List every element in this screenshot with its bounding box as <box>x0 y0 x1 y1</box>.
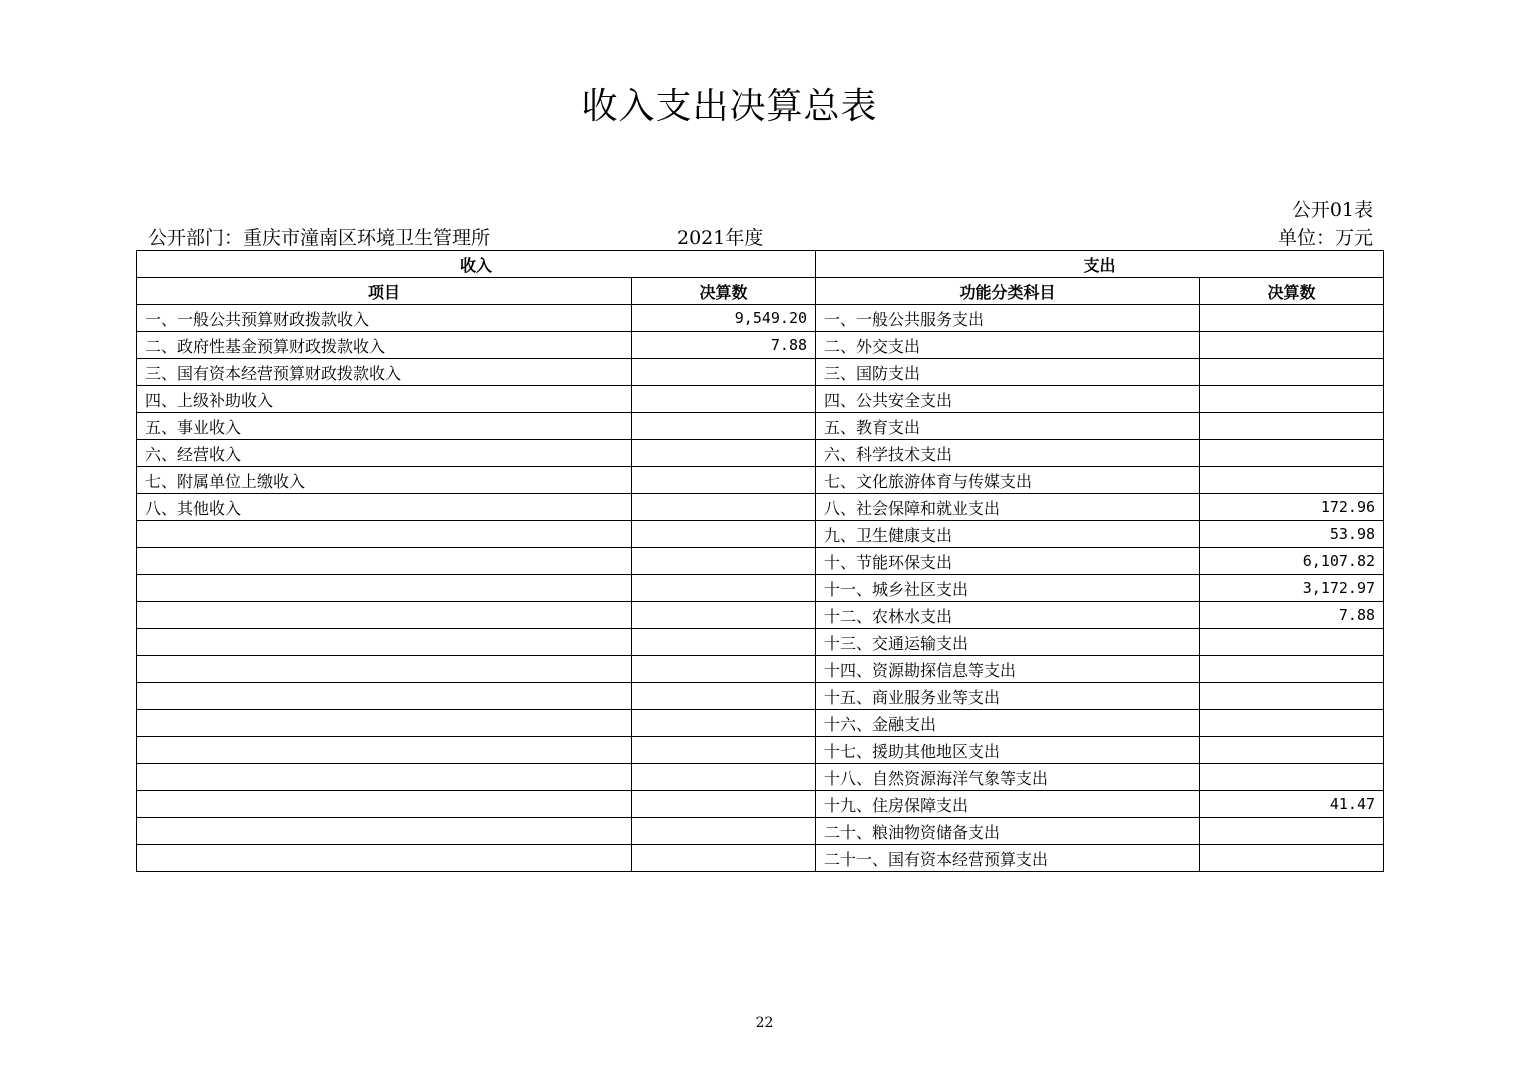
table-row <box>137 548 1384 575</box>
income-amount-cell <box>632 764 816 791</box>
expense-amount-cell <box>1200 764 1384 791</box>
income-item-cell <box>137 764 632 791</box>
income-item-cell <box>137 791 632 818</box>
income-item-cell: 八、其他收入 <box>137 494 632 521</box>
expense-item-cell: 二十一、国有资本经营预算支出 <box>816 845 1200 872</box>
table-row <box>137 845 1384 872</box>
section-header-row <box>137 251 1384 278</box>
page-number: 22 <box>755 1015 774 1031</box>
income-item-cell <box>137 548 632 575</box>
income-item-cell: 四、上级补助收入 <box>137 386 632 413</box>
table-row <box>137 440 1384 467</box>
income-amount-cell <box>632 359 816 386</box>
expense-item-cell: 一、一般公共服务支出 <box>816 305 1200 332</box>
expense-item-cell: 六、科学技术支出 <box>816 440 1200 467</box>
income-item-cell: 二、政府性基金预算财政拨款收入 <box>137 332 632 359</box>
expense-amount-cell: 7.88 <box>1200 602 1384 629</box>
budget-table <box>136 250 1384 872</box>
table-row <box>137 413 1384 440</box>
expense-amount-cell: 41.47 <box>1200 791 1384 818</box>
expense-item-cell: 九、卫生健康支出 <box>816 521 1200 548</box>
table-row <box>137 791 1384 818</box>
expense-amount-cell <box>1200 305 1384 332</box>
expense-item-cell: 七、文化旅游体育与传媒支出 <box>816 467 1200 494</box>
expense-item-cell: 四、公共安全支出 <box>816 386 1200 413</box>
expense-amount-cell <box>1200 818 1384 845</box>
expense-item-cell: 十一、城乡社区支出 <box>816 575 1200 602</box>
income-amount-cell <box>632 521 816 548</box>
income-amount-cell: 7.88 <box>632 332 816 359</box>
income-item-cell <box>137 575 632 602</box>
col-func-header: 功能分类科目 <box>816 278 1200 305</box>
table-row <box>137 683 1384 710</box>
table-row <box>137 386 1384 413</box>
income-amount-cell <box>632 440 816 467</box>
expense-item-cell: 十七、援助其他地区支出 <box>816 737 1200 764</box>
table-row <box>137 656 1384 683</box>
table-body <box>137 305 1384 872</box>
income-amount-cell <box>632 791 816 818</box>
income-item-cell <box>137 521 632 548</box>
income-item-cell <box>137 683 632 710</box>
expense-item-cell: 十五、商业服务业等支出 <box>816 683 1200 710</box>
expense-amount-cell <box>1200 656 1384 683</box>
table-row <box>137 764 1384 791</box>
expense-amount-cell <box>1200 737 1384 764</box>
expense-item-cell: 十八、自然资源海洋气象等支出 <box>816 764 1200 791</box>
expense-amount-cell: 3,172.97 <box>1200 575 1384 602</box>
table-row <box>137 359 1384 386</box>
expense-amount-cell: 53.98 <box>1200 521 1384 548</box>
unit-label: 单位：万元 <box>1277 227 1373 249</box>
income-amount-cell <box>632 575 816 602</box>
expense-amount-cell <box>1200 413 1384 440</box>
expense-header: 支出 <box>816 251 1384 278</box>
income-amount-cell <box>632 413 816 440</box>
table-row <box>137 602 1384 629</box>
income-item-cell: 七、附属单位上缴收入 <box>137 467 632 494</box>
expense-amount-cell: 172.96 <box>1200 494 1384 521</box>
income-item-cell: 一、一般公共预算财政拨款收入 <box>137 305 632 332</box>
table-row <box>137 629 1384 656</box>
expense-amount-cell <box>1200 386 1384 413</box>
income-amount-cell <box>632 683 816 710</box>
expense-item-cell: 三、国防支出 <box>816 359 1200 386</box>
expense-item-cell: 五、教育支出 <box>816 413 1200 440</box>
income-amount-cell <box>632 656 816 683</box>
expense-item-cell: 二、外交支出 <box>816 332 1200 359</box>
expense-item-cell: 十三、交通运输支出 <box>816 629 1200 656</box>
col-amount-header: 决算数 <box>632 278 816 305</box>
expense-item-cell: 二十、粮油物资储备支出 <box>816 818 1200 845</box>
expense-amount-cell <box>1200 683 1384 710</box>
income-item-cell <box>137 737 632 764</box>
income-item-cell <box>137 602 632 629</box>
expense-amount-cell <box>1200 332 1384 359</box>
table-row <box>137 467 1384 494</box>
income-item-cell <box>137 656 632 683</box>
income-amount-cell <box>632 548 816 575</box>
income-amount-cell <box>632 737 816 764</box>
income-amount-cell <box>632 494 816 521</box>
income-item-cell <box>137 818 632 845</box>
expense-item-cell: 十九、住房保障支出 <box>816 791 1200 818</box>
expense-amount-cell <box>1200 467 1384 494</box>
income-item-cell <box>137 845 632 872</box>
fiscal-year: 2021年度 <box>677 227 764 249</box>
expense-item-cell: 八、社会保障和就业支出 <box>816 494 1200 521</box>
income-amount-cell <box>632 467 816 494</box>
col-amount2-header: 决算数 <box>1200 278 1384 305</box>
expense-amount-cell <box>1200 845 1384 872</box>
page-title: 收入支出决算总表 <box>581 86 878 127</box>
form-number: 公开01表 <box>1291 199 1373 221</box>
table-row <box>137 521 1384 548</box>
income-item-cell <box>137 629 632 656</box>
table-row <box>137 710 1384 737</box>
table-row <box>137 818 1384 845</box>
income-item-cell: 五、事业收入 <box>137 413 632 440</box>
table-row <box>137 737 1384 764</box>
income-item-cell: 六、经营收入 <box>137 440 632 467</box>
income-header: 收入 <box>137 251 816 278</box>
expense-item-cell: 十二、农林水支出 <box>816 602 1200 629</box>
expense-amount-cell <box>1200 359 1384 386</box>
expense-amount-cell <box>1200 440 1384 467</box>
table-row <box>137 305 1384 332</box>
table-row <box>137 332 1384 359</box>
income-amount-cell <box>632 629 816 656</box>
expense-amount-cell <box>1200 629 1384 656</box>
expense-amount-cell <box>1200 710 1384 737</box>
income-amount-cell <box>632 602 816 629</box>
income-amount-cell <box>632 818 816 845</box>
table-row <box>137 575 1384 602</box>
department-label: 公开部门：重庆市潼南区环境卫生管理所 <box>148 227 491 249</box>
income-item-cell: 三、国有资本经营预算财政拨款收入 <box>137 359 632 386</box>
expense-item-cell: 十六、金融支出 <box>816 710 1200 737</box>
table-row <box>137 494 1384 521</box>
income-item-cell <box>137 710 632 737</box>
expense-amount-cell: 6,107.82 <box>1200 548 1384 575</box>
col-item-header: 项目 <box>137 278 632 305</box>
column-header-row <box>137 278 1384 305</box>
income-amount-cell <box>632 845 816 872</box>
expense-item-cell: 十四、资源勘探信息等支出 <box>816 656 1200 683</box>
income-amount-cell: 9,549.20 <box>632 305 816 332</box>
income-amount-cell <box>632 710 816 737</box>
income-amount-cell <box>632 386 816 413</box>
expense-item-cell: 十、节能环保支出 <box>816 548 1200 575</box>
